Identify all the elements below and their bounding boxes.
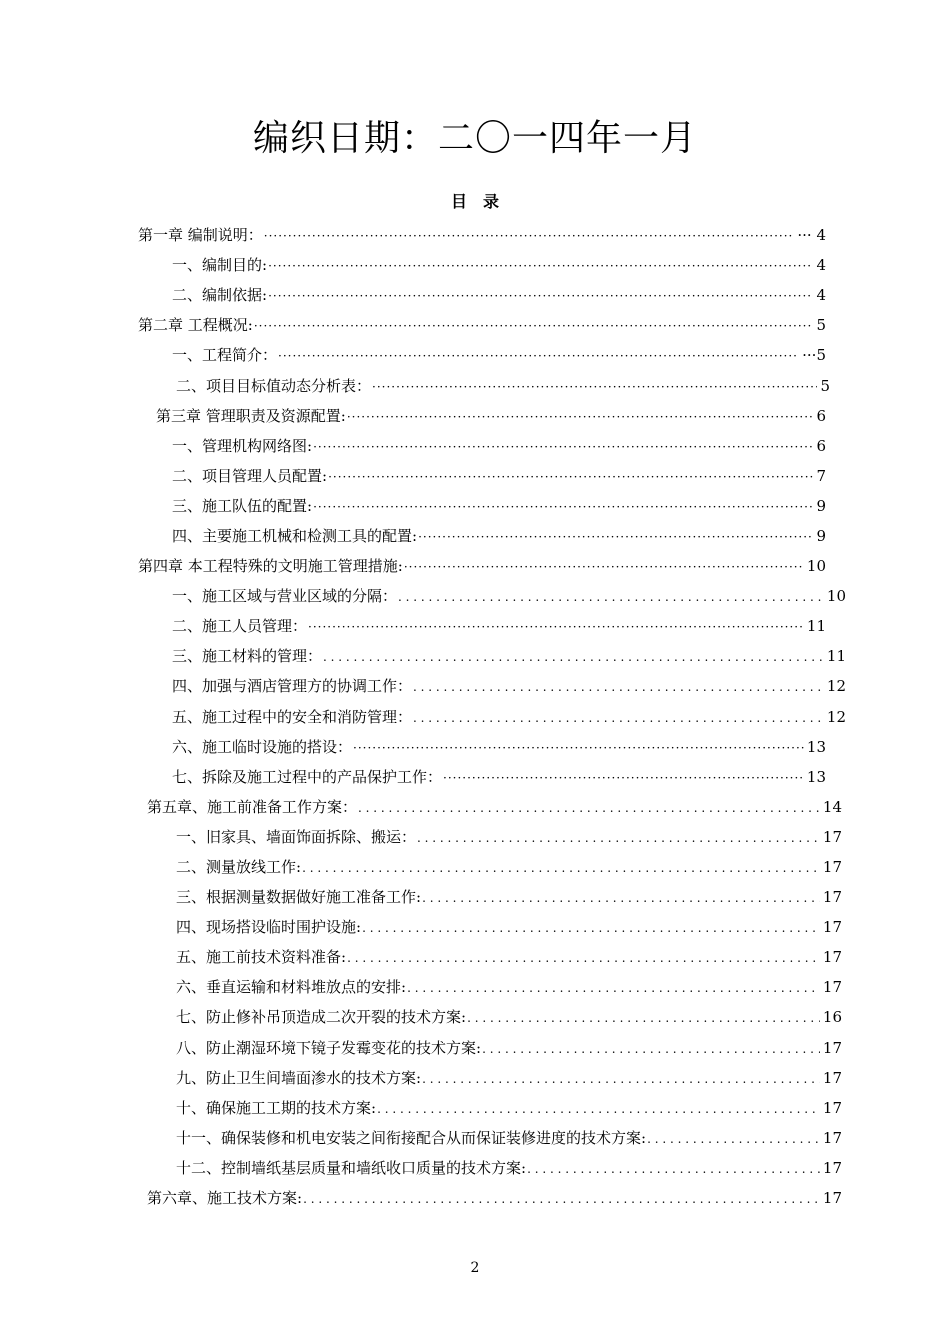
toc-entry-title: 九、防止卫生间墙面渗水的技术方案: — [176, 1068, 422, 1087]
toc-entry-page: 10 — [806, 557, 826, 576]
toc-entry-title: 二、项目管理人员配置: — [172, 466, 328, 485]
toc-entry-title: 第三章 管理职责及资源配置: — [156, 406, 346, 425]
toc-entry-title: 四、现场搭设临时围护设施: — [176, 918, 362, 937]
toc-leader-dots — [443, 768, 804, 788]
toc-entry[interactable] — [0, 401, 950, 431]
toc-leader-dots — [418, 527, 813, 547]
toc-entry[interactable] — [0, 852, 950, 882]
toc-entry-page: 12 — [826, 677, 846, 696]
toc-entry[interactable] — [0, 1153, 950, 1183]
toc-entry-title: 三、施工队伍的配置: — [172, 496, 313, 515]
toc-entry-title: 六、施工临时设施的搭设： — [172, 737, 353, 756]
toc-entry[interactable] — [0, 431, 950, 461]
toc-leader-dots — [308, 617, 804, 637]
table-of-contents — [0, 220, 950, 1213]
date-title: 编织日期：二〇一四年一月 — [252, 118, 697, 159]
toc-entry-page: 17 — [822, 1098, 842, 1117]
toc-leader-dots — [413, 677, 824, 697]
toc-leader-dots — [254, 316, 814, 336]
toc-leader-dots — [417, 828, 820, 848]
toc-entry-title: 七、防止修补吊顶造成二次开裂的技术方案: — [176, 1008, 467, 1027]
toc-entry-page: 11 — [826, 647, 846, 666]
toc-entry-page: 9 — [816, 526, 826, 545]
toc-entry-title: 四、主要施工机械和检测工具的配置: — [172, 526, 418, 545]
toc-entry-page: 17 — [822, 978, 842, 997]
toc-entry-title: 一、施工区域与营业区域的分隔： — [172, 587, 398, 606]
toc-entry-title: 第一章 编制说明： — [138, 226, 263, 245]
toc-entry-page: 13 — [806, 767, 826, 786]
toc-leader-dots — [527, 1159, 820, 1179]
toc-entry-page: 6 — [816, 406, 826, 425]
toc-entry[interactable] — [0, 551, 950, 581]
toc-entry[interactable] — [0, 942, 950, 972]
toc-entry[interactable] — [0, 1183, 950, 1213]
toc-leader-dots — [482, 1039, 820, 1059]
toc-leader-dots — [264, 226, 795, 246]
toc-entry[interactable] — [0, 1063, 950, 1093]
toc-leader-dots — [303, 1189, 820, 1209]
toc-entry-page: 5 — [820, 376, 830, 395]
toc-leader-dots — [398, 587, 824, 607]
toc-leader-dots — [377, 1099, 820, 1119]
toc-entry[interactable] — [0, 702, 950, 732]
toc-entry-title: 四、加强与酒店管理方的协调工作： — [172, 677, 413, 696]
toc-entry[interactable] — [0, 611, 950, 641]
toc-entry-page: 17 — [822, 918, 842, 937]
toc-entry-page: 17 — [822, 1189, 842, 1208]
toc-entry-page: 4 — [816, 286, 826, 305]
toc-leader-dots — [313, 497, 813, 517]
toc-entry-page: 17 — [822, 948, 842, 967]
toc-entry[interactable] — [0, 882, 950, 912]
toc-entry-page: 17 — [822, 827, 842, 846]
toc-entry-title: 一、工程简介： — [172, 346, 278, 365]
toc-entry-page: 12 — [826, 707, 846, 726]
toc-entry-title: 一、管理机构网络图: — [172, 436, 313, 455]
toc-entry[interactable] — [0, 310, 950, 340]
toc-leader-dots — [323, 647, 824, 667]
toc-entry-page: 6 — [816, 436, 826, 455]
toc-entry-page: 4 — [816, 256, 826, 275]
toc-entry[interactable] — [0, 1093, 950, 1123]
toc-entry-page: 17 — [822, 858, 842, 877]
toc-entry-page: 13 — [806, 737, 826, 756]
toc-entry-title: 十一、确保装修和机电安装之间衔接配合从而保证装修进度的技术方案: — [176, 1128, 647, 1147]
toc-leader-dots — [347, 407, 814, 427]
toc-leader-dots — [328, 467, 813, 487]
toc-entry-title: 第五章、施工前准备工作方案： — [147, 797, 358, 816]
toc-entry-title: 五、施工过程中的安全和消防管理： — [172, 707, 413, 726]
toc-leader-dots — [404, 557, 804, 577]
toc-leader-dots — [422, 888, 820, 908]
toc-entry-title: 一、旧家具、墙面饰面拆除、搬运： — [176, 827, 417, 846]
toc-entry[interactable] — [0, 641, 950, 671]
toc-entry-page: 17 — [822, 888, 842, 907]
toc-entry-title: 第二章 工程概况: — [138, 316, 253, 335]
toc-entry-page: 10 — [826, 587, 846, 606]
toc-leader-dots — [302, 858, 820, 878]
toc-entry-title: 第六章、施工技术方案: — [147, 1189, 303, 1208]
toc-entry-page: 11 — [806, 617, 826, 636]
toc-entry[interactable] — [0, 280, 950, 310]
page-number: 2 — [470, 1260, 480, 1276]
toc-title: 目 录 — [450, 192, 499, 211]
toc-entry-page: 7 — [816, 466, 826, 485]
toc-entry-title: 二、测量放线工作: — [176, 858, 302, 877]
toc-leader-dots — [278, 346, 799, 366]
toc-entry-title: 十、确保施工工期的技术方案: — [176, 1098, 377, 1117]
toc-entry-title: 二、编制依据: — [172, 286, 268, 305]
toc-entry-page: 17 — [822, 1158, 842, 1177]
toc-leader-dots — [313, 437, 813, 457]
toc-leader-dots — [268, 286, 813, 306]
toc-entry-title: 七、拆除及施工过程中的产品保护工作： — [172, 767, 443, 786]
toc-leader-dots — [422, 1069, 820, 1089]
toc-leader-dots — [647, 1129, 820, 1149]
toc-entry-title: 第四章 本工程特殊的文明施工管理措施: — [138, 557, 403, 576]
toc-entry[interactable] — [0, 972, 950, 1002]
toc-entry-page: 14 — [822, 797, 842, 816]
toc-entry-title: 八、防止潮湿环境下镜子发霉变花的技术方案: — [176, 1038, 482, 1057]
toc-leader-dots — [362, 918, 820, 938]
toc-entry-title: 三、根据测量数据做好施工准备工作: — [176, 888, 422, 907]
toc-entry-page: 16 — [822, 1008, 842, 1027]
toc-entry[interactable] — [0, 250, 950, 280]
toc-entry-page: 9 — [816, 496, 826, 515]
toc-leader-dots — [467, 1008, 820, 1028]
toc-entry-title: 三、施工材料的管理： — [172, 647, 323, 666]
toc-leader-dots — [407, 978, 820, 998]
toc-leader-dots — [413, 708, 824, 728]
toc-entry[interactable] — [0, 912, 950, 942]
toc-entry-title: 一、编制目的: — [172, 256, 268, 275]
toc-entry-title: 五、施工前技术资料准备: — [176, 948, 347, 967]
toc-entry-title: 十二、控制墙纸基层质量和墙纸收口质量的技术方案: — [176, 1158, 527, 1177]
toc-entry-title: 二、施工人员管理： — [172, 617, 308, 636]
toc-entry-page: 17 — [822, 1128, 842, 1147]
toc-entry[interactable] — [0, 1002, 950, 1032]
toc-entry[interactable] — [0, 340, 950, 370]
toc-entry[interactable] — [0, 491, 950, 521]
toc-entry[interactable] — [0, 220, 950, 250]
toc-entry-page: 5 — [816, 316, 826, 335]
toc-entry[interactable] — [0, 671, 950, 701]
toc-entry[interactable] — [0, 521, 950, 551]
toc-entry-page: ··· 4 — [797, 226, 826, 245]
toc-entry[interactable] — [0, 1033, 950, 1063]
toc-entry[interactable] — [0, 1123, 950, 1153]
toc-leader-dots — [353, 738, 804, 758]
toc-entry-page: ···5 — [802, 346, 826, 365]
toc-entry[interactable] — [0, 762, 950, 792]
toc-leader-dots — [372, 377, 817, 397]
toc-entry[interactable] — [0, 461, 950, 491]
toc-entry-page: 17 — [822, 1068, 842, 1087]
toc-leader-dots — [268, 256, 813, 276]
toc-entry-title: 六、垂直运输和材料堆放点的安排: — [176, 978, 407, 997]
toc-leader-dots — [358, 798, 820, 818]
toc-entry[interactable] — [0, 581, 950, 611]
toc-entry[interactable] — [0, 370, 950, 400]
toc-entry[interactable] — [0, 792, 950, 822]
toc-leader-dots — [347, 948, 820, 968]
toc-entry[interactable] — [0, 732, 950, 762]
toc-entry[interactable] — [0, 822, 950, 852]
toc-entry-title: 二、项目目标值动态分析表： — [176, 376, 372, 395]
toc-entry-page: 17 — [822, 1038, 842, 1057]
